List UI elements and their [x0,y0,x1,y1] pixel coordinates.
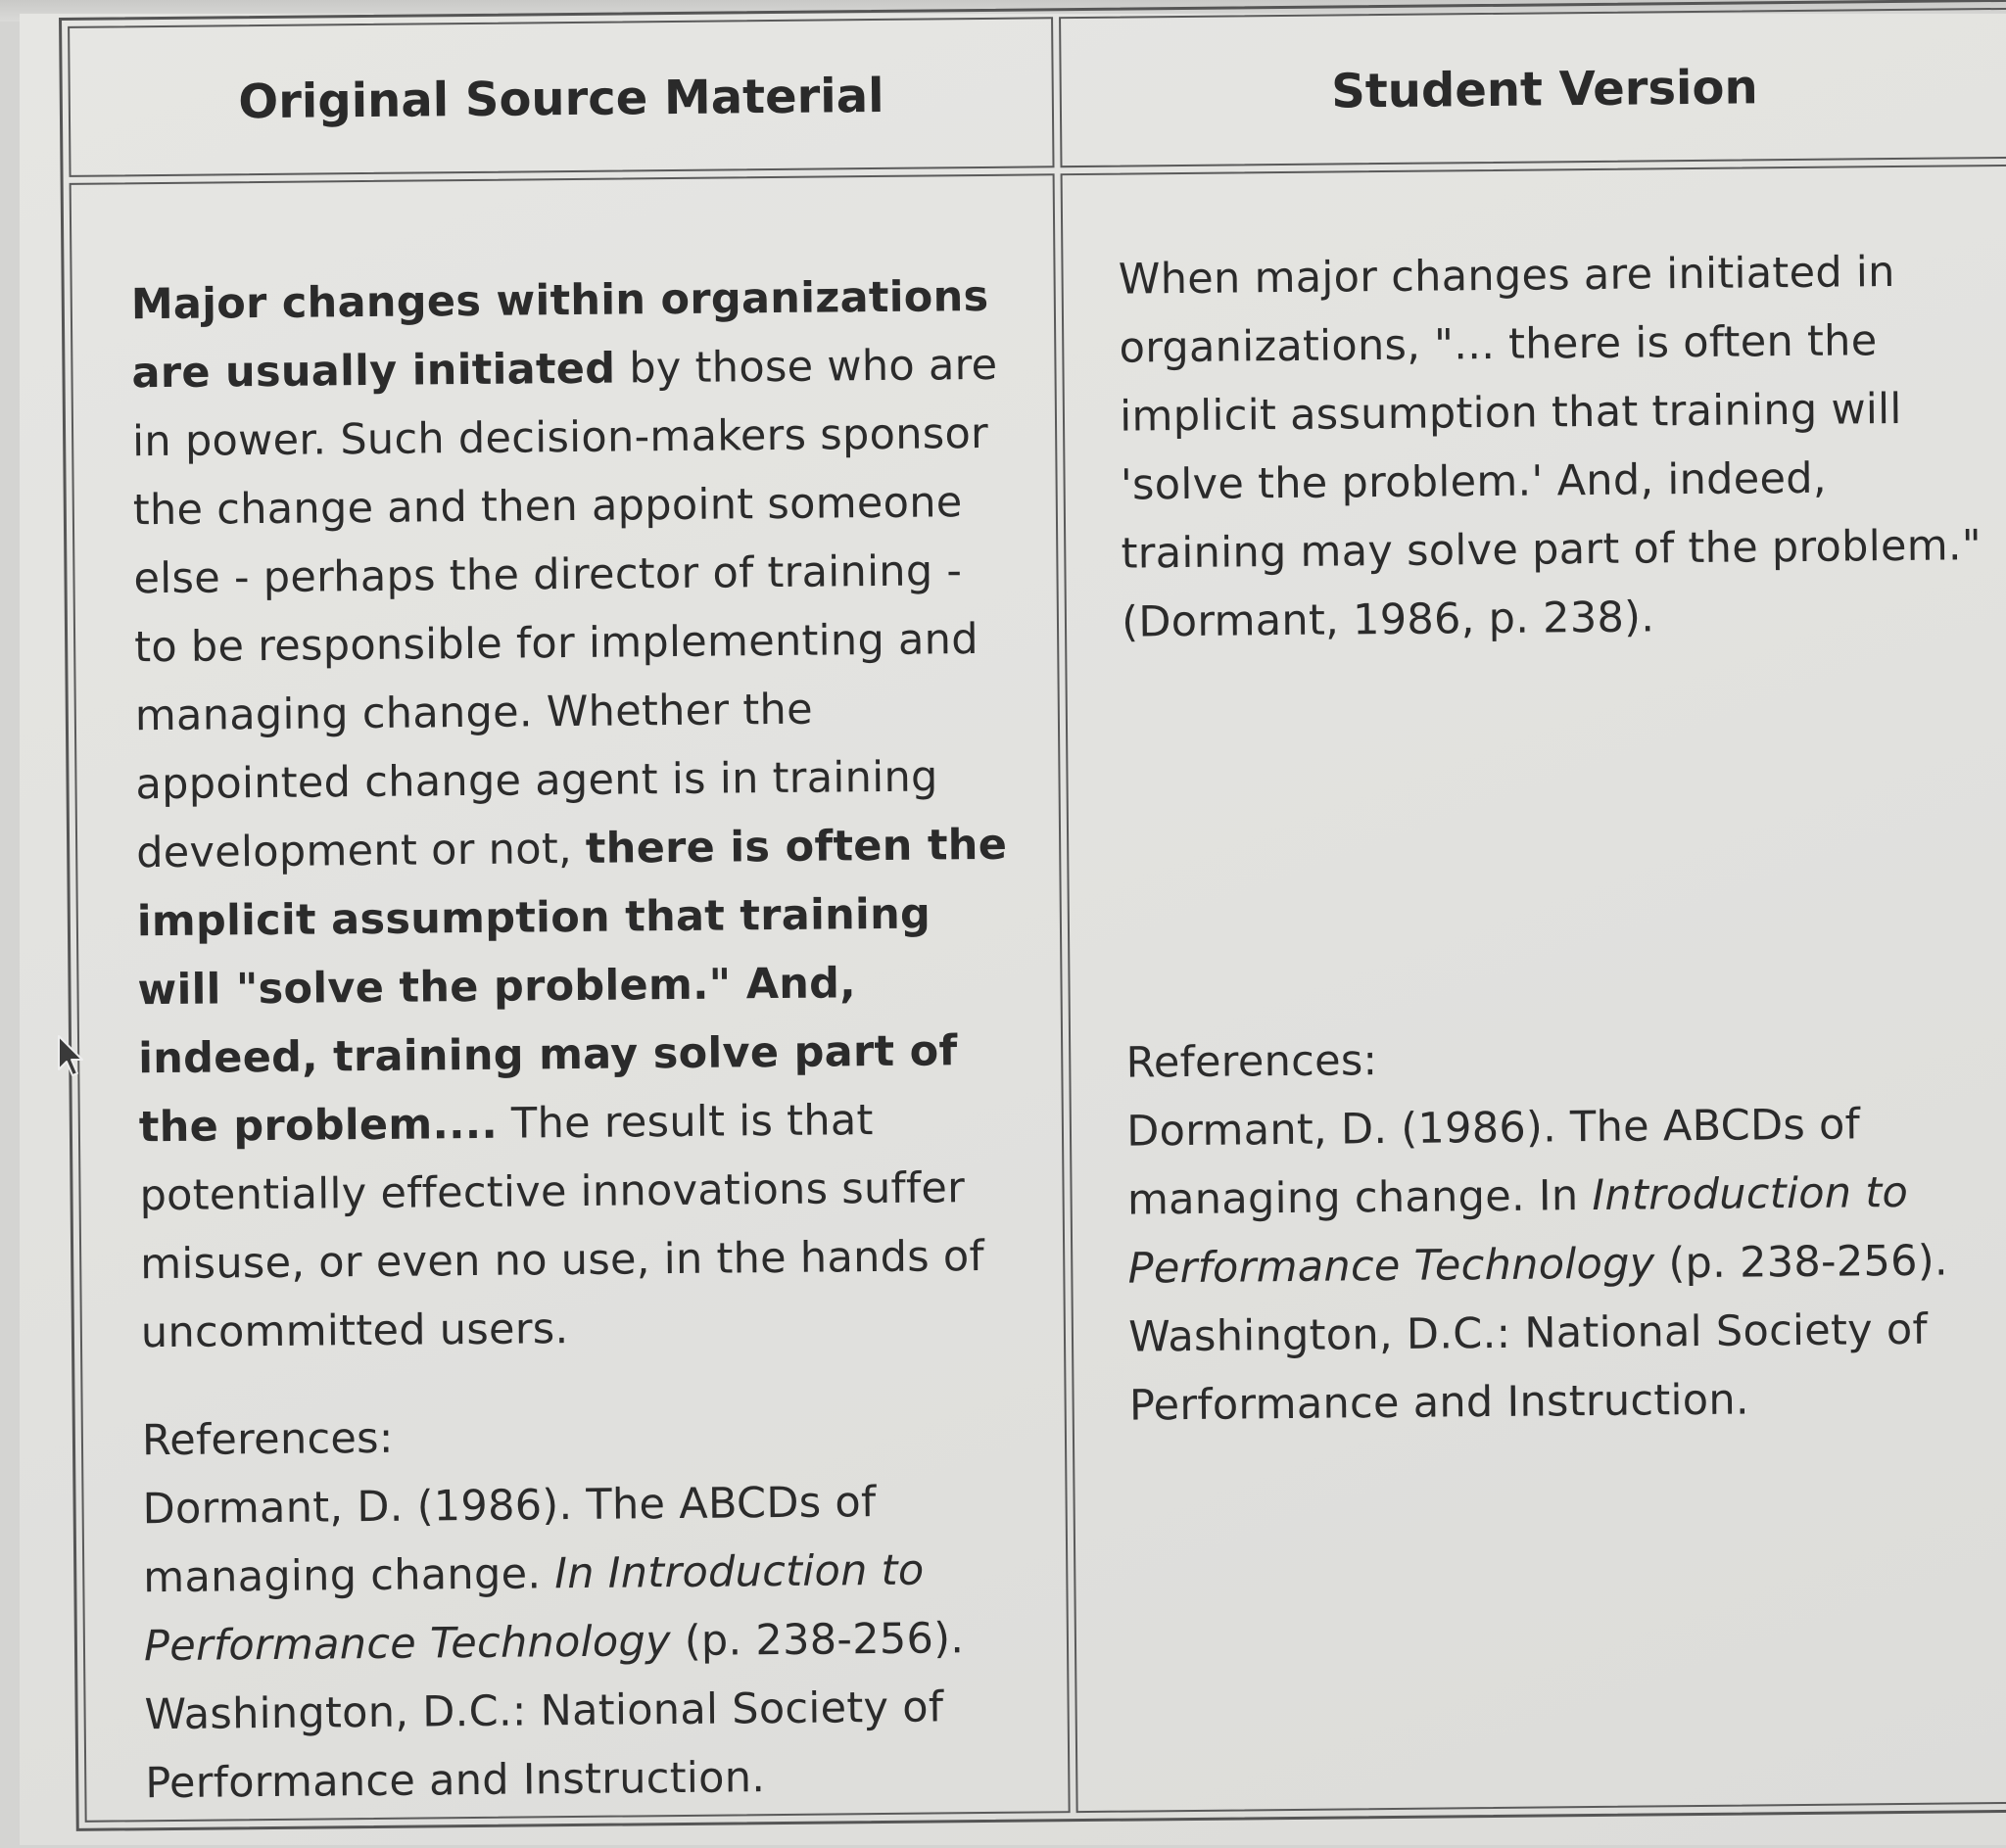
student-ref-title: Introduction to Performance Technology [1127,1167,1909,1294]
header-original-source-label: Original Source Material [238,69,884,130]
student-references [1125,1020,2006,1441]
original-ref-title: In Introduction to Performance Technology [143,1545,925,1672]
student-ref-part-2: (p. 238-256). Washington, D.C.: National Society of Performance and Instruction. [1128,1236,1949,1431]
student-passage: When major changes are initiated in organizations, "... there is often the implicit assumption that training will 'solve the problem.' And, indeed, training may solve part of the problem." (Dormant, 1986, p. 238). [1118,248,1982,647]
original-bold-1: Major changes within organizations are usually initiated [130,271,989,399]
original-references-label: References: [141,1413,394,1466]
original-ref-part-2: (p. 238-256). Washington, D.C.: National Society of Performance and Instruction. [144,1614,965,1809]
header-student-version [1059,8,2006,167]
original-source-cell [70,173,1071,1823]
original-ref-part-1: Dormant, D. (1986). The ABCDs of managing change. [142,1478,877,1603]
comparison-table [59,0,2006,1831]
original-text-2: The result is that potentially effective innovations suffer misuse, or even no use, in the hands of uncommitted users. [139,1096,985,1358]
student-references-label: References: [1125,1036,1378,1088]
header-student-version-label: Student Version [1330,60,1758,119]
mouse-pointer-icon [57,1034,86,1079]
original-references [142,1398,1029,1819]
original-reference-entry [142,1467,1029,1819]
original-bold-2: there is often the implicit assumption that training will "solve the problem." And, indeed, training may solve part of the problem.... [136,820,1008,1153]
header-row [68,8,2006,177]
student-version-cell [1061,165,2006,1813]
document-page [20,14,2006,1845]
student-reference-entry [1126,1089,2006,1441]
original-passage [130,262,1025,1368]
content-row [70,165,2006,1823]
original-text-1: by those who are in power. Such decision-makers sponsor the change and then appoint someone else - perhaps the director of training - to be responsible for implementing and managing change. Whether the appointed change agent is in training development or not, [131,340,998,878]
student-ref-part-1: Dormant, D. (1986). The ABCDs of managing change. In [1126,1100,1861,1225]
header-original-source [68,17,1055,177]
